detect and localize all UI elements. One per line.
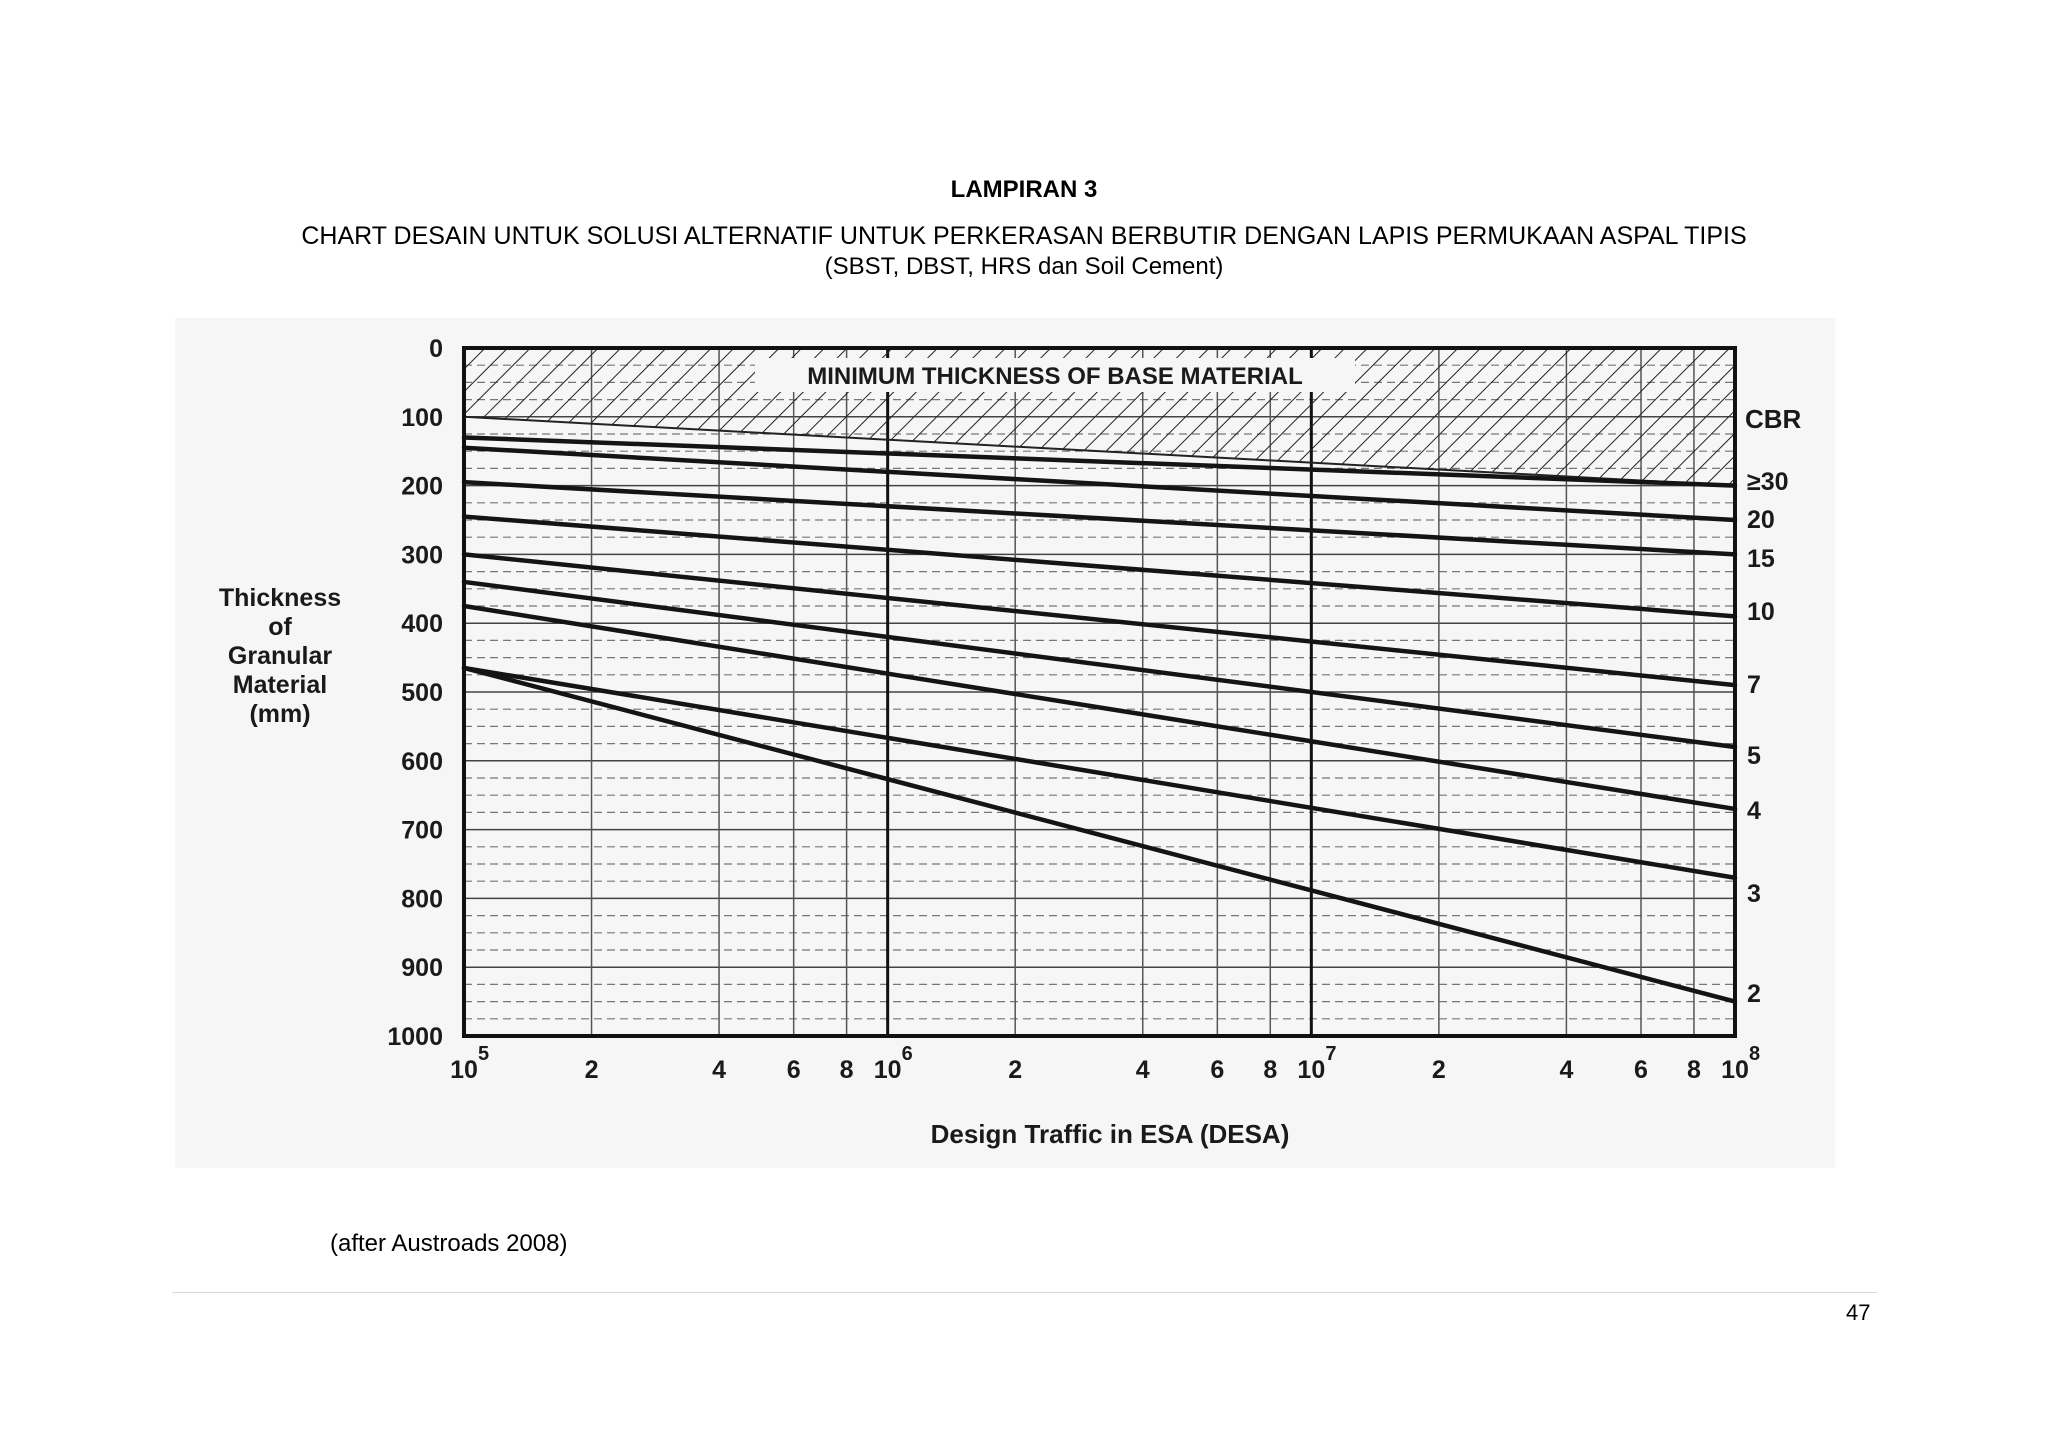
x-tick-exponent: 6 xyxy=(901,1043,913,1065)
x-tick-label: 2 xyxy=(584,1056,599,1084)
page-number: 47 xyxy=(1846,1300,1871,1325)
series-line-cbr-8 xyxy=(464,668,1735,1002)
y-tick-label: 800 xyxy=(401,885,443,914)
y-axis-label xyxy=(219,584,341,728)
x-tick-exponent: 8 xyxy=(1749,1043,1761,1065)
x-tick-exponent: 7 xyxy=(1325,1043,1337,1065)
series-line-cbr-7 xyxy=(464,668,1735,878)
y-tick-label: 600 xyxy=(401,747,443,776)
y-tick-label: 300 xyxy=(401,541,443,570)
chart-container xyxy=(175,318,1835,1168)
y-tick-label: 900 xyxy=(401,954,443,983)
x-tick-label: 2 xyxy=(1431,1056,1446,1084)
y-axis-label-line: (mm) xyxy=(249,700,311,728)
chart-title: MINIMUM THICKNESS OF BASE MATERIAL xyxy=(807,363,1303,390)
series-line-cbr-3 xyxy=(464,517,1735,617)
series-label-cbr-5: 5 xyxy=(1747,742,1761,770)
series-label-cbr-3: 10 xyxy=(1747,598,1775,626)
x-tick-label: 10 xyxy=(1297,1056,1326,1084)
series-label-cbr-2: 15 xyxy=(1747,545,1775,573)
x-tick-label: 4 xyxy=(1135,1056,1150,1084)
y-tick-label: 400 xyxy=(401,610,443,639)
series-label-cbr-0: ≥30 xyxy=(1747,468,1789,496)
x-tick-label: 8 xyxy=(1263,1056,1278,1084)
y-tick-label: 200 xyxy=(401,472,443,501)
x-axis-label: Design Traffic in ESA (DESA) xyxy=(930,1119,1290,1149)
series-label-cbr-1: 20 xyxy=(1747,506,1775,534)
series-label-cbr-7: 3 xyxy=(1747,880,1761,908)
y-tick-label: 100 xyxy=(401,403,443,432)
x-tick-label: 6 xyxy=(1634,1056,1648,1084)
y-tick-label: 0 xyxy=(429,335,443,363)
series-line-cbr-6 xyxy=(464,606,1735,809)
y-tick-labels xyxy=(387,335,443,1051)
series-label-cbr-4: 7 xyxy=(1747,671,1761,699)
y-tick-label: 1000 xyxy=(387,1023,443,1051)
source-note: (after Austroads 2008) xyxy=(330,1230,568,1257)
x-tick-label: 10 xyxy=(450,1056,478,1084)
x-tick-label: 4 xyxy=(712,1056,727,1084)
document-subtitle-materials: (SBST, DBST, HRS dan Soil Cement) xyxy=(824,253,1224,280)
x-tick-label: 8 xyxy=(839,1056,854,1084)
y-axis-label-line: Granular xyxy=(227,642,333,670)
y-axis-label-line: Material xyxy=(232,671,328,699)
x-tick-label: 8 xyxy=(1686,1056,1701,1084)
x-tick-label: 10 xyxy=(873,1056,902,1084)
document-title: LAMPIRAN 3 xyxy=(950,176,1098,203)
x-tick-label: 6 xyxy=(786,1056,801,1084)
design-chart xyxy=(175,318,1835,1168)
footer-divider xyxy=(172,1292,1877,1293)
x-tick-exponent: 5 xyxy=(478,1043,490,1065)
series-line-cbr-2 xyxy=(464,482,1735,554)
x-tick-labels xyxy=(450,1043,1760,1084)
x-tick-label: 2 xyxy=(1008,1056,1023,1084)
y-tick-label: 700 xyxy=(401,816,443,845)
x-tick-label: 10 xyxy=(1721,1056,1749,1084)
y-axis-label-line: of xyxy=(268,613,292,641)
x-tick-label: 6 xyxy=(1210,1056,1225,1084)
document-subtitle: CHART DESAIN UNTUK SOLUSI ALTERNATIF UNTUK PERKERASAN BERBUTIR DENGAN LAPIS PERMUKAAN ASPAL TIPIS xyxy=(301,222,1747,250)
x-tick-label: 4 xyxy=(1559,1056,1574,1084)
series-label-cbr-6: 4 xyxy=(1747,797,1761,825)
legend-title-cbr: CBR xyxy=(1745,404,1802,434)
series-label-cbr-8: 2 xyxy=(1747,980,1761,1008)
y-axis-label-line: Thickness xyxy=(218,584,342,612)
y-tick-label: 500 xyxy=(401,679,443,707)
series-labels xyxy=(1747,468,1789,1008)
